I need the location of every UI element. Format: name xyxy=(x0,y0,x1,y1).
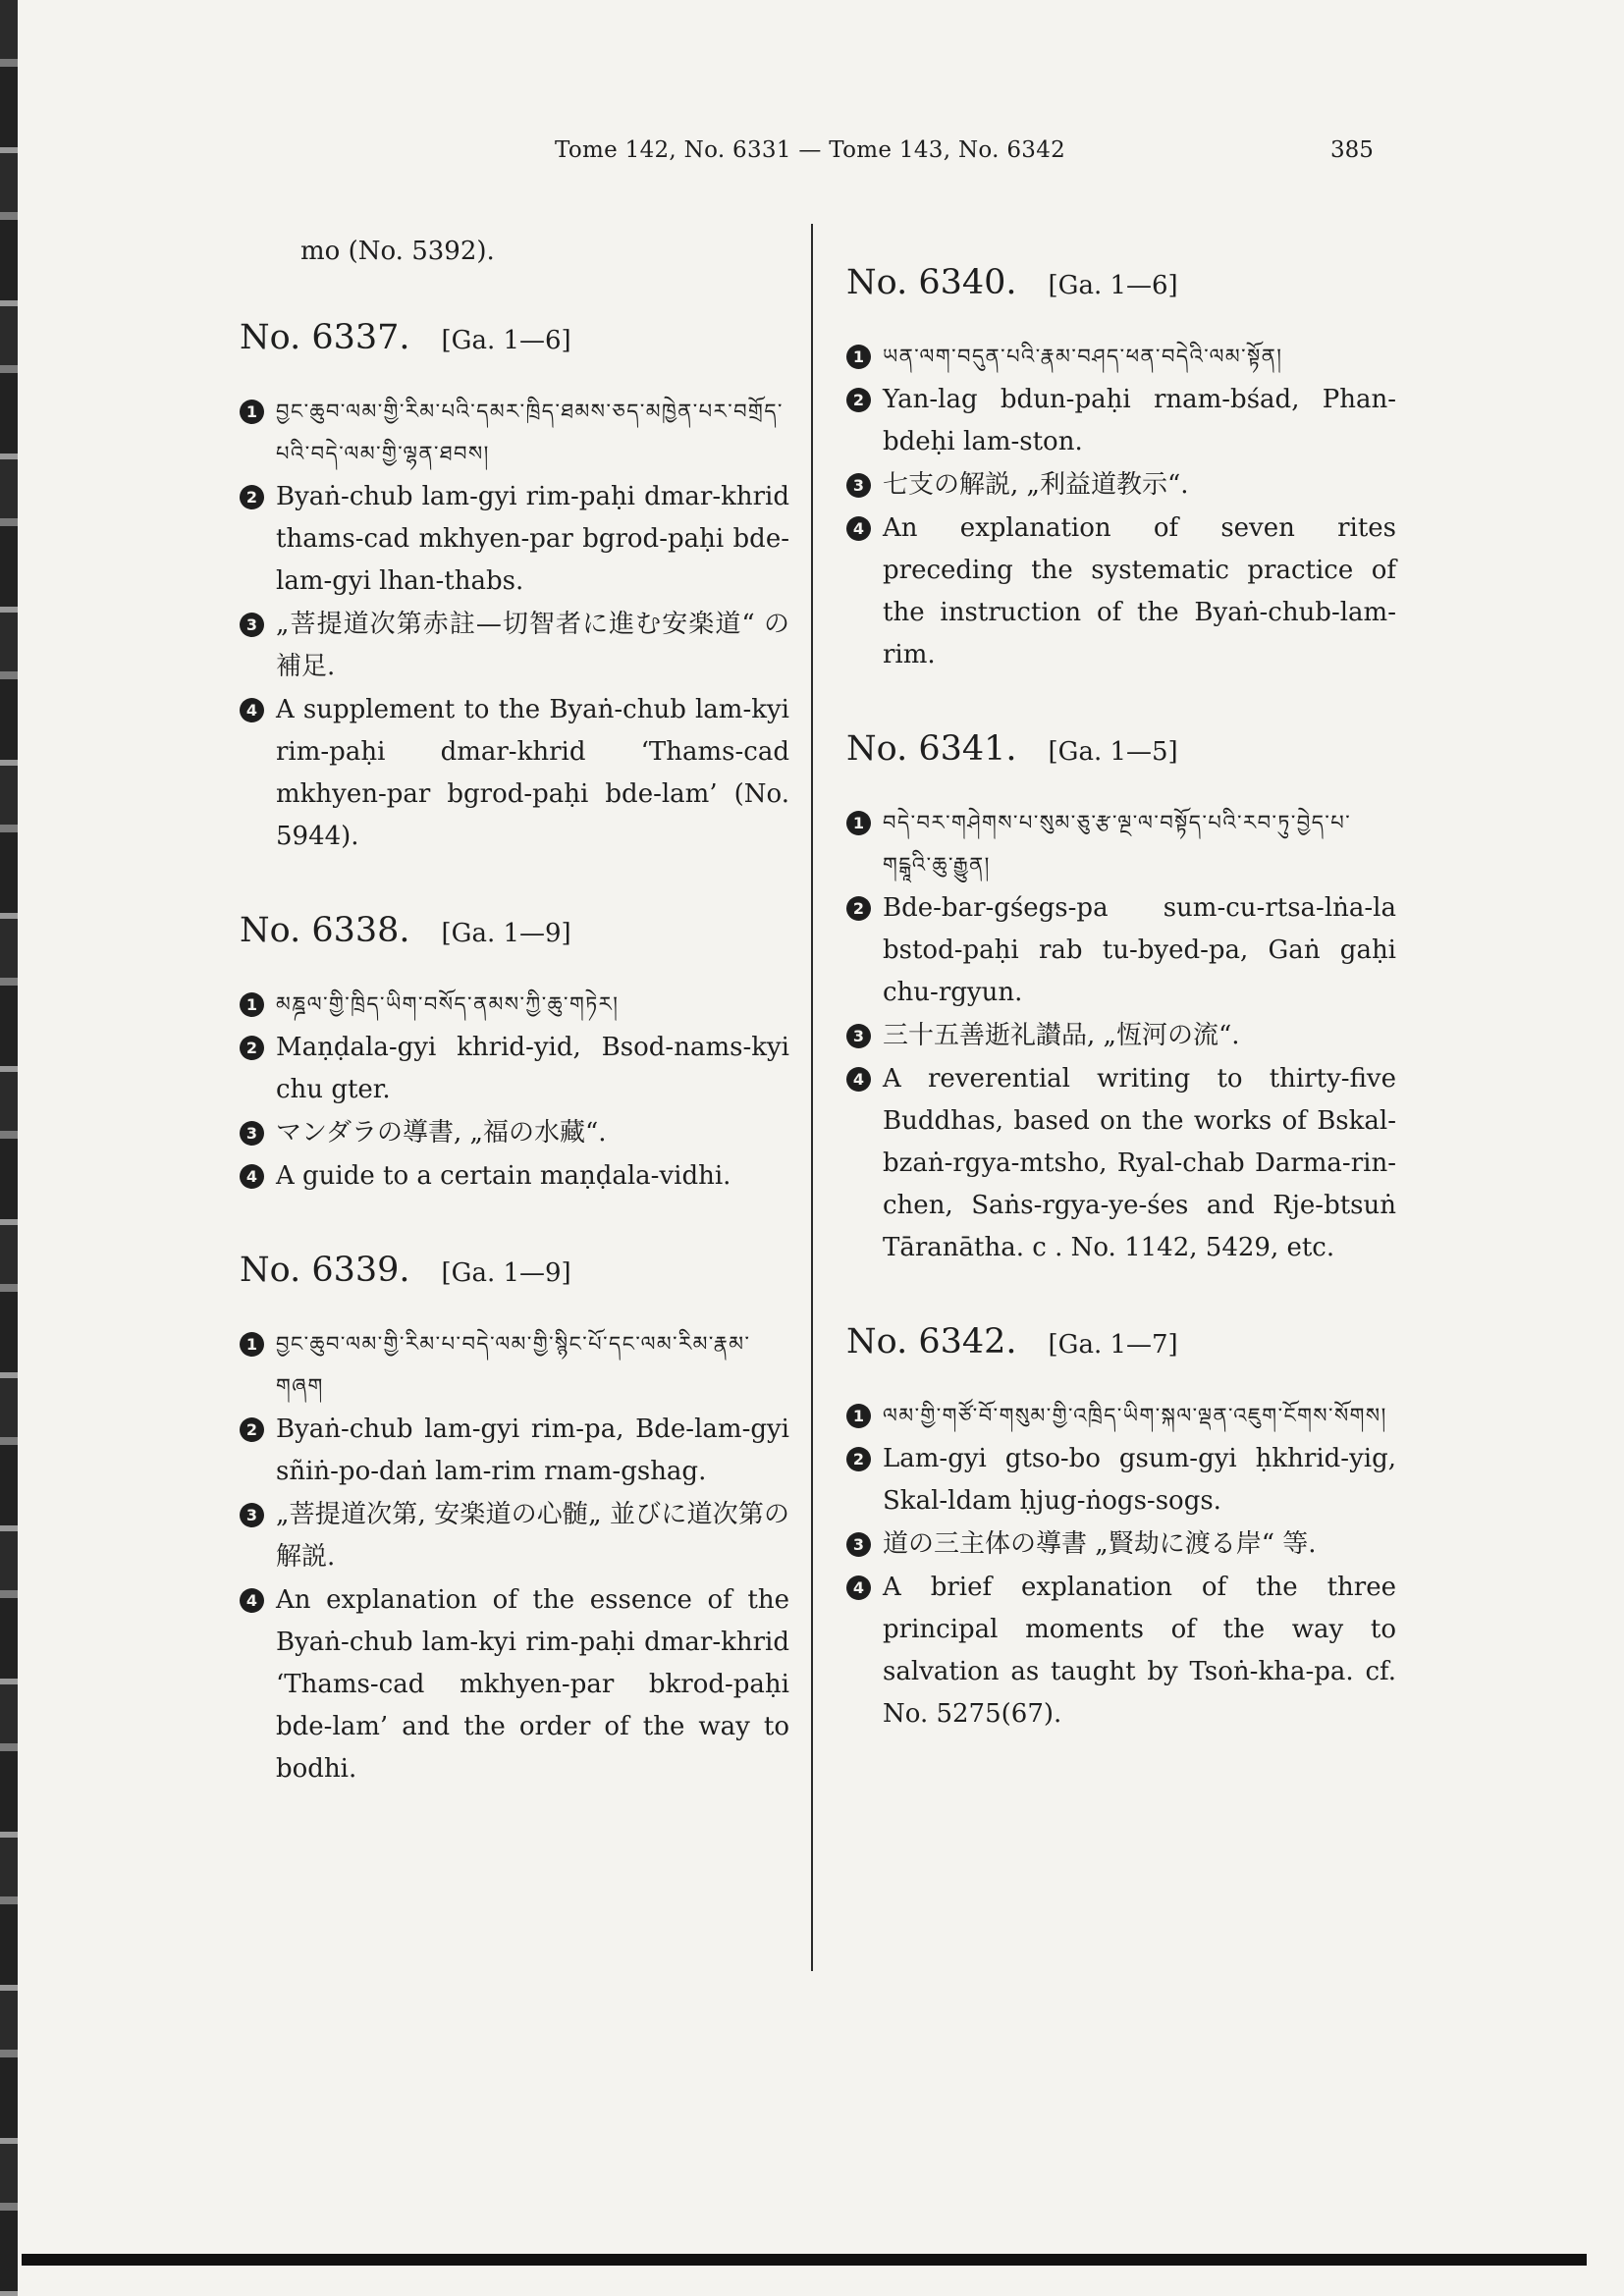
item-marker-2: 2 xyxy=(846,896,871,921)
transliteration: Yan-lag bdun-paḥi rnam-bśad, Phan-bdeḥi lam-ston. xyxy=(883,385,1396,456)
entry-reference: [Ga. 1—9] xyxy=(441,919,571,948)
entry-reference: [Ga. 1—5] xyxy=(1048,737,1178,767)
entry-reference: [Ga. 1—6] xyxy=(441,326,571,355)
transliteration: Maṇḍala-gyi khrid-yid, Bsod-nams-kyi chu gter. xyxy=(276,1033,789,1104)
english-description: A guide to a certain maṇḍala-vidhi. xyxy=(276,1161,731,1191)
entry-reference: [Ga. 1—7] xyxy=(1048,1330,1178,1360)
japanese-title: „菩提道次第赤註—切智者に進む安楽道“ の補足. xyxy=(276,610,789,681)
tibetan-title-item xyxy=(846,802,1396,886)
item-marker-1: 1 xyxy=(846,811,871,835)
japanese-title-item xyxy=(846,464,1396,507)
item-marker-3: 3 xyxy=(846,1024,871,1048)
entry-number: No. 6339. xyxy=(240,1251,410,1290)
transliteration-item xyxy=(846,1438,1396,1522)
item-marker-3: 3 xyxy=(240,1503,264,1527)
japanese-title: „菩提道次第, 安楽道の心髄„ 並びに道次第の解説. xyxy=(276,1500,789,1572)
japanese-title: 三十五善逝礼讃品, „恆河の流“. xyxy=(883,1021,1240,1050)
item-marker-4: 4 xyxy=(846,1067,871,1092)
item-marker-3: 3 xyxy=(240,1121,264,1146)
english-description-item xyxy=(240,1155,789,1198)
tibetan-title: བྱང་ཆུབ་ལམ་གྱི་རིམ་པ་བདེ་ལམ་གྱི་སྙིང་པོ་དང་ལམ་རིམ་རྣམ་གཞག xyxy=(276,1332,751,1398)
item-marker-2: 2 xyxy=(846,1447,871,1471)
item-marker-2: 2 xyxy=(240,1036,264,1060)
english-description: A brief explanation of the three principal moments of the way to salvation as taught by Tsoṅ-kha-pa. cf. No. 5275(67). xyxy=(883,1573,1396,1729)
entry-number: No. 6340. xyxy=(846,263,1017,302)
item-marker-1: 1 xyxy=(240,1332,264,1357)
japanese-title: 道の三主体の導書 „賢劫に渡る岸“ 等. xyxy=(883,1529,1317,1559)
entry-6339 xyxy=(240,1251,789,1790)
tibetan-title-item xyxy=(240,984,789,1026)
entry-number: No. 6341. xyxy=(846,729,1017,769)
english-description-item xyxy=(846,1567,1396,1735)
item-marker-4: 4 xyxy=(846,1575,871,1600)
transliteration-item xyxy=(240,1409,789,1493)
column-divider xyxy=(811,224,813,1971)
transliteration-item xyxy=(846,887,1396,1014)
transliteration: Byaṅ-chub lam-gyi rim-pa, Bde-lam-gyi sñiṅ-po-daṅ lam-rim rnam-gshag. xyxy=(276,1415,789,1486)
japanese-title-item xyxy=(240,1494,789,1578)
entry-6337 xyxy=(240,318,789,858)
entry-6342 xyxy=(846,1322,1396,1735)
entry-6340 xyxy=(846,263,1396,676)
item-marker-1: 1 xyxy=(240,992,264,1017)
item-marker-2: 2 xyxy=(846,388,871,412)
scan-bottom-edge xyxy=(22,2254,1587,2266)
tibetan-title: མཎྜལ་གྱི་ཁྲིད་ཡིག་བསོད་ནམས་ཀྱི་ཆུ་གཏེར། xyxy=(276,992,620,1016)
japanese-title-item xyxy=(240,1112,789,1154)
tibetan-title-item xyxy=(846,336,1396,378)
entry-reference: [Ga. 1—9] xyxy=(441,1258,571,1288)
entry-number: No. 6337. xyxy=(240,318,410,357)
page-number: 385 xyxy=(1330,137,1374,163)
item-marker-4: 4 xyxy=(240,1588,264,1613)
transliteration-item xyxy=(240,476,789,603)
tibetan-title: བདེ་བར་གཤེགས་པ་སུམ་ཅུ་རྩ་ལྔ་ལ་བསྟོད་པའི་རབ་ཏུ་བྱེད་པ་གངྒཱའི་ཆུ་རྒྱུན། xyxy=(883,811,1352,877)
tibetan-title: ཡན་ལག་བདུན་པའི་རྣམ་བཤད་ཕན་བདེའི་ལམ་སྟོན། xyxy=(883,345,1283,368)
tibetan-title-item xyxy=(240,1323,789,1408)
tibetan-title-item xyxy=(846,1395,1396,1437)
running-header: Tome 142, No. 6331 — Tome 143, No. 6342 xyxy=(555,137,1066,163)
continuation-text: mo (No. 5392). xyxy=(300,237,495,266)
english-description-item xyxy=(846,1058,1396,1269)
entry-6338 xyxy=(240,911,789,1198)
item-marker-4: 4 xyxy=(846,516,871,541)
item-marker-2: 2 xyxy=(240,1417,264,1442)
english-description-item xyxy=(846,507,1396,676)
entry-6341 xyxy=(846,729,1396,1269)
item-marker-1: 1 xyxy=(240,400,264,424)
transliteration: Bde-bar-gśegs-pa sum-cu-rtsa-lṅa-la bstod-paḥi rab tu-byed-pa, Gaṅ gaḥi chu-rgyun. xyxy=(883,893,1396,1007)
right-column xyxy=(846,263,1396,1789)
japanese-title-item xyxy=(240,604,789,688)
japanese-title: マンダラの導書, „福の水藏“. xyxy=(276,1118,607,1148)
entry-reference: [Ga. 1—6] xyxy=(1048,271,1178,300)
entry-number: No. 6338. xyxy=(240,911,410,950)
tibetan-title-item xyxy=(240,391,789,475)
item-marker-1: 1 xyxy=(846,1404,871,1428)
item-marker-2: 2 xyxy=(240,485,264,509)
japanese-title-item xyxy=(846,1015,1396,1057)
binding-edge xyxy=(0,0,18,2296)
english-description: An explanation of the essence of the Byaṅ-chub lam-kyi rim-paḥi dmar-khrid ‘Thams-cad mkhyen-par bkrod-paḥi bde-lam’ and the order of the way to bodhi. xyxy=(276,1585,789,1784)
item-marker-3: 3 xyxy=(846,1532,871,1557)
japanese-title: 七支の解説, „利益道教示“. xyxy=(883,470,1189,500)
japanese-title-item xyxy=(846,1523,1396,1566)
item-marker-3: 3 xyxy=(240,613,264,637)
english-description: A supplement to the Byaṅ-chub lam-kyi rim-paḥi dmar-khrid ‘Thams-cad mkhyen-par bgrod-paḥi bde-lam’ (No. 5944). xyxy=(276,695,789,851)
english-description-item xyxy=(240,689,789,858)
transliteration: Byaṅ-chub lam-gyi rim-paḥi dmar-khrid thams-cad mkhyen-par bgrod-paḥi bde-lam-gyi lhan-thabs. xyxy=(276,482,789,596)
entry-number: No. 6342. xyxy=(846,1322,1017,1362)
transliteration: Lam-gyi gtso-bo gsum-gyi ḥkhrid-yig, Skal-ldam ḥjug-ṅogs-sogs. xyxy=(883,1444,1396,1516)
tibetan-title: བྱང་ཆུབ་ལམ་གྱི་རིམ་པའི་དམར་ཁྲིད་ཐམས་ཅད་མཁྱེན་པར་བགྲོད་པའི་བདེ་ལམ་གྱི་ལྷན་ཐབས། xyxy=(276,400,784,465)
item-marker-1: 1 xyxy=(846,345,871,369)
english-description-item xyxy=(240,1579,789,1790)
item-marker-3: 3 xyxy=(846,473,871,498)
english-description: An explanation of seven rites preceding the systematic practice of the instruction of the Byaṅ-chub-lam-rim. xyxy=(883,513,1396,669)
transliteration-item xyxy=(240,1027,789,1111)
transliteration-item xyxy=(846,379,1396,463)
item-marker-4: 4 xyxy=(240,698,264,722)
item-marker-4: 4 xyxy=(240,1164,264,1189)
left-column xyxy=(240,232,789,1843)
english-description: A reverential writing to thirty-five Buddhas, based on the works of Bskal-bzaṅ-rgya-mtsho, Ryal-chab Darma-rin-chen, Saṅs-rgya-ye-śes and Rje-btsuṅ Tāranātha. c . No. 1142, 5429, etc. xyxy=(883,1064,1396,1262)
tibetan-title: ལམ་གྱི་གཙོ་བོ་གསུམ་གྱི་འཁྲིད་ཡིག་སྐལ་ལྡན་འཇུག་ངོགས་སོགས། xyxy=(883,1404,1387,1427)
